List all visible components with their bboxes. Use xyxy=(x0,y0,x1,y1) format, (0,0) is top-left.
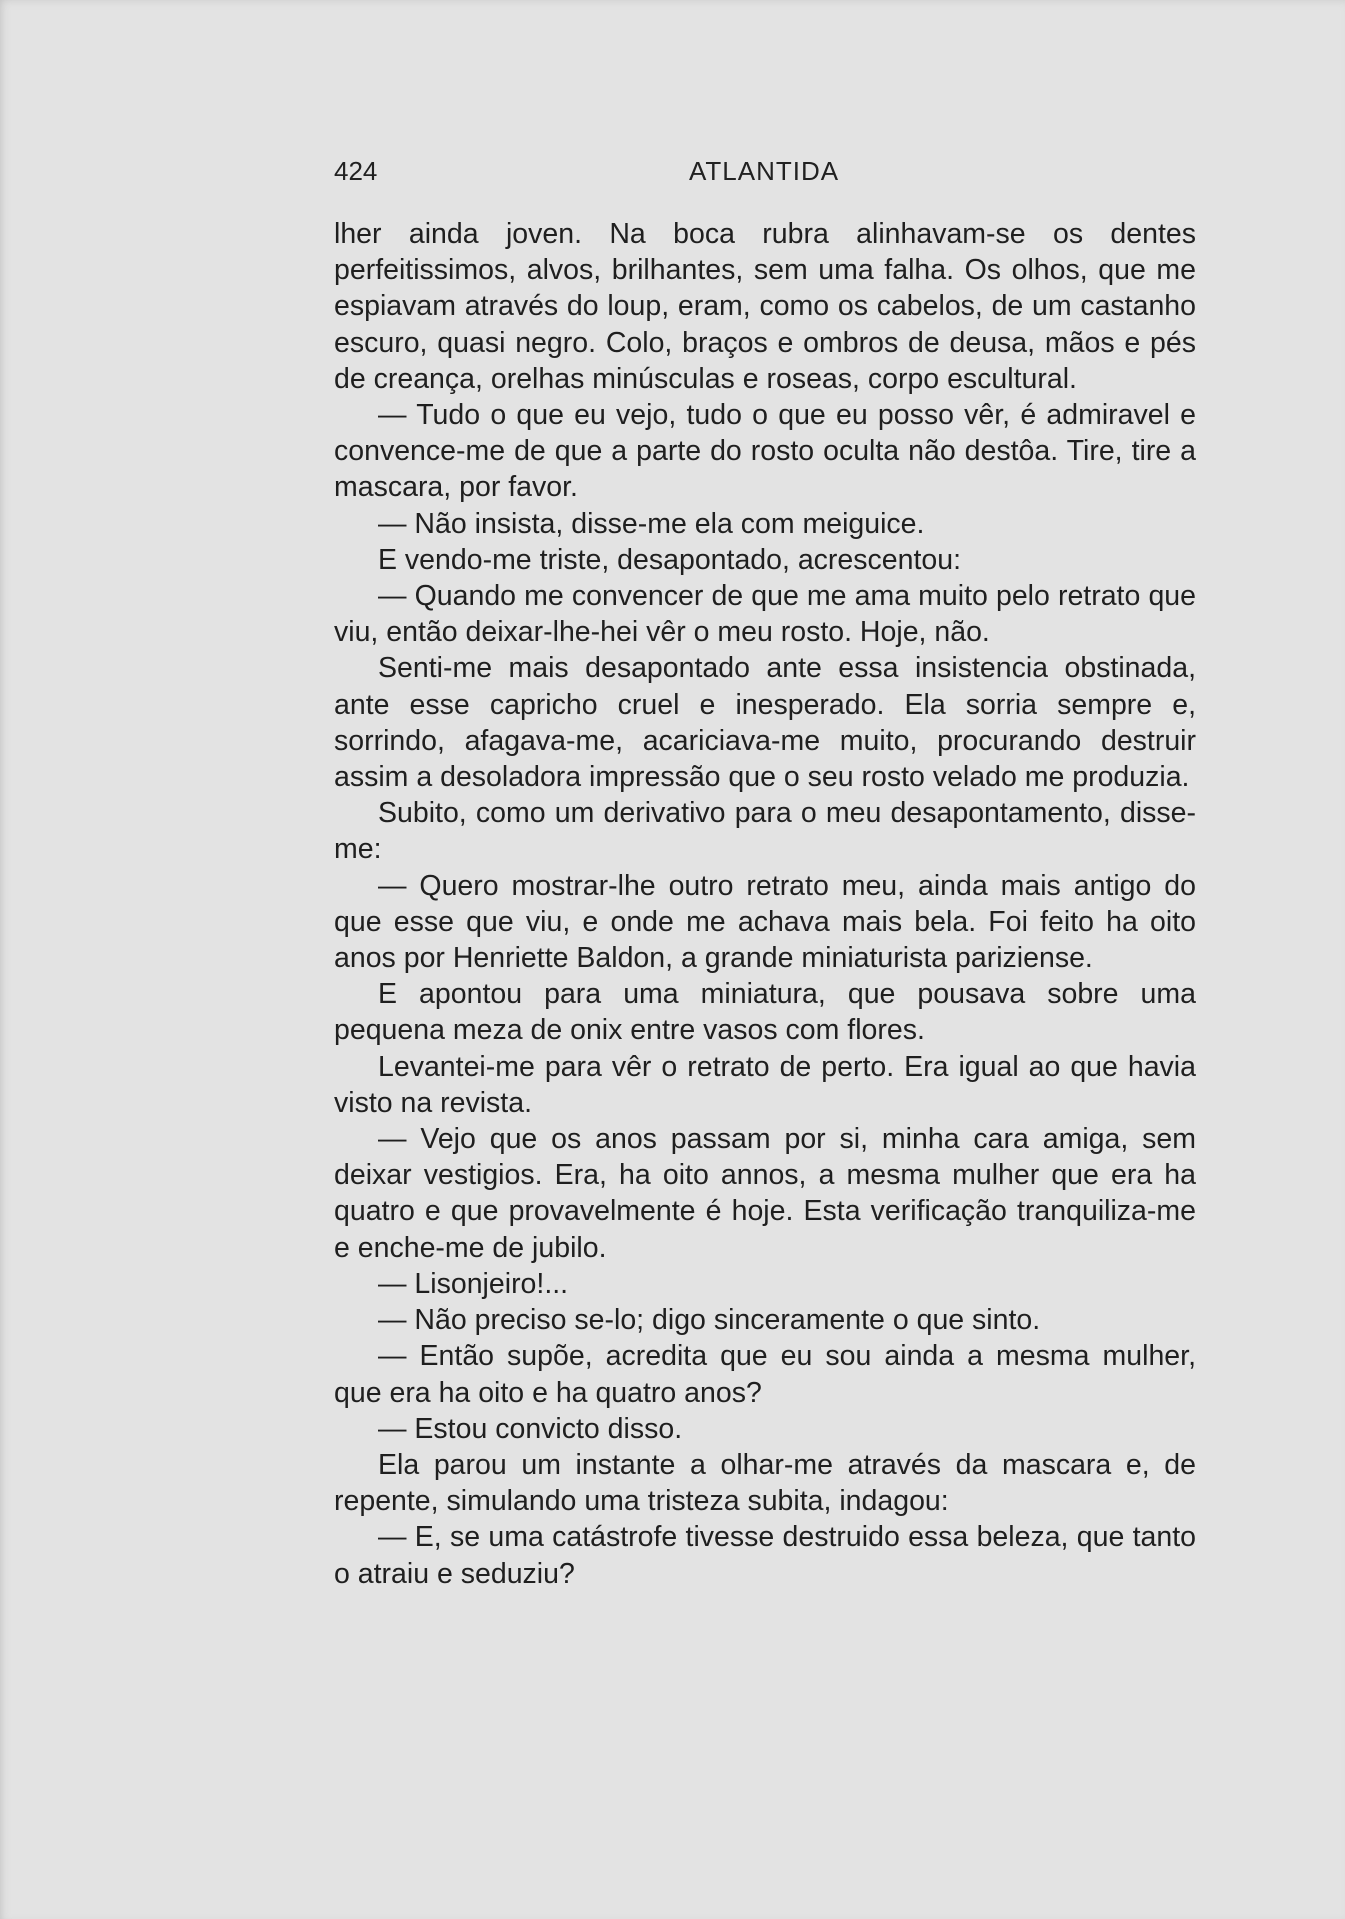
paragraph: lher ainda joven. Na boca rubra alinhavam-se os dentes perfeitissimos, alvos, brilhantes, sem uma falha. Os olhos, que me espiavam através do loup, eram, como os cabelos, de um castanho escuro, quasi negro. Colo, braços e ombros de deusa, mãos e pés de creança, orelhas minúsculas e roseas, corpo escultural. xyxy=(334,218,1196,395)
paragraph: — Lisonjeiro!... xyxy=(378,1267,569,1300)
paragraph: — Vejo que os anos passam por si, minha cara amiga, sem deixar vestigios. Era, ha oito annos, a mesma mulher que era ha quatro e que provavelmente é hoje. Esta verificação tranquiliza-me e enche-me de jubilo. xyxy=(334,1123,1196,1264)
paragraph: Ela parou um instante a olhar-me através da mascara e, de repente, simulando uma tristeza subita, indagou: xyxy=(334,1448,1196,1518)
paragraph: — Quando me convencer de que me ama muito pelo retrato que viu, então deixar-lhe-hei vêr o meu rosto. Hoje, não. xyxy=(334,580,1196,649)
paragraph: — Estou convicto disso. xyxy=(378,1412,683,1445)
paragraph: Senti-me mais desapontado ante essa insistencia obstinada, ante esse capricho cruel e inesperado. Ela sorria sempre e, sorrindo, afagava-me, acariciava-me muito, procurando destruir assim a desoladora impressão que o seu rosto velado me produzia. xyxy=(334,652,1196,794)
paragraph: Subito, como um derivativo para o meu desapontamento, disse-me: xyxy=(334,797,1196,866)
paragraph: — Não preciso se-lo; digo sinceramente o que sinto. xyxy=(378,1304,1041,1337)
paragraph: E vendo-me triste, desapontado, acrescentou: xyxy=(378,543,962,576)
paragraph: — Não insista, disse-me ela com meiguice. xyxy=(378,507,925,540)
paragraph: — Tudo o que eu vejo, tudo o que eu posso vêr, é admiravel e convence-me de que a parte do rosto oculta não destôa. Tire, tire a mascara, por favor. xyxy=(334,399,1196,504)
running-title: ATLANTIDA xyxy=(689,156,840,186)
paragraph: — E, se uma catástrofe tivesse destruido essa beleza, que tanto o atraiu e seduziu? xyxy=(334,1521,1196,1590)
page-number: 424 xyxy=(334,156,378,186)
paragraph: — Então supõe, acredita que eu sou ainda a mesma mulher, que era ha oito e ha quatro anos? xyxy=(334,1340,1196,1409)
running-head xyxy=(334,150,1194,190)
paragraph: Levantei-me para vêr o retrato de perto. Era igual ao que havia visto na revista. xyxy=(334,1050,1196,1119)
body-text xyxy=(334,216,1196,1592)
paragraph: — Quero mostrar-lhe outro retrato meu, ainda mais antigo do que esse que viu, e onde me achava mais bela. Foi feito ha oito anos por Henriette Baldon, a grande miniaturista pariziense. xyxy=(334,869,1196,975)
paragraph: E apontou para uma miniatura, que pousava sobre uma pequena meza de onix entre vasos com flores. xyxy=(334,978,1196,1047)
